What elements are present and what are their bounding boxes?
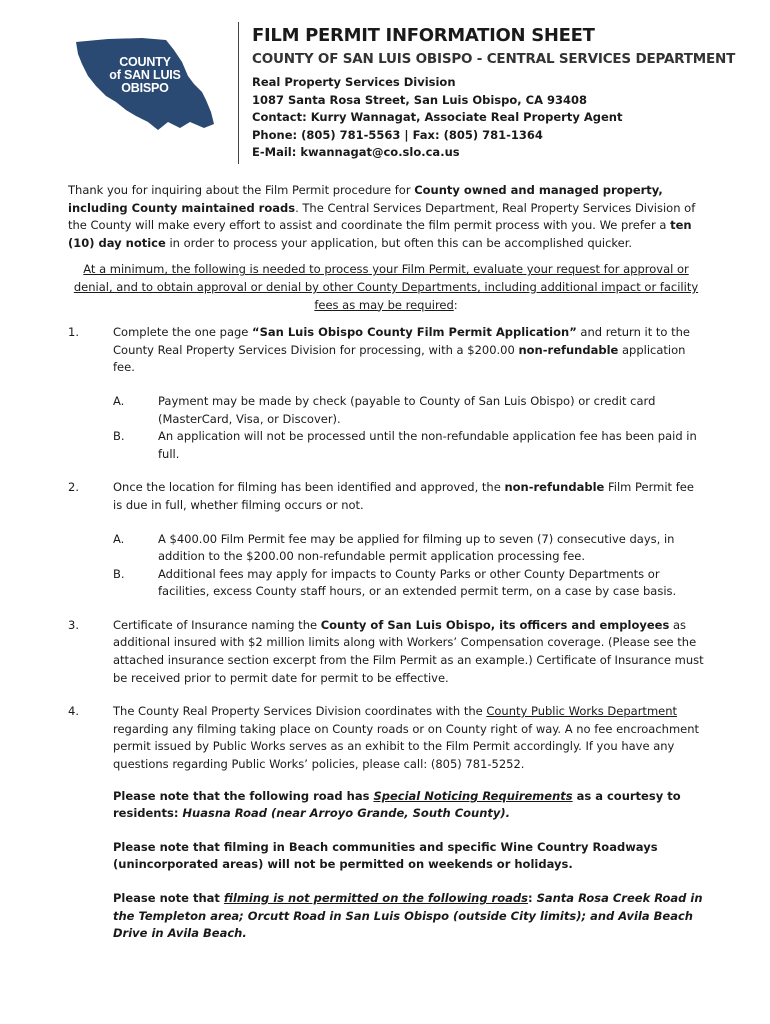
item-number: 4.	[68, 704, 79, 719]
note-special-noticing	[113, 788, 704, 823]
item-3-bold-1: County of San Luis Obispo, its officers and employees	[320, 617, 670, 632]
sub-item-label: B.	[113, 566, 125, 581]
note-3-underlined: filming is not permitted on the following roads	[223, 891, 528, 905]
sub-item-label: A.	[113, 531, 125, 546]
address: 1087 Santa Rosa Street, San Luis Obispo, CA 93408	[252, 92, 587, 107]
item-text	[113, 324, 704, 377]
sub-item-text: An application will not be processed until the non-refundable application fee has been paid in full.	[158, 429, 697, 461]
note-1-text-1: Please note that the following road has	[113, 788, 374, 803]
item-1-text-2: and return it to the County Real Property Services Division for processing, with a $200.00	[113, 325, 690, 357]
header-divider	[238, 22, 239, 164]
sub-item-text: Additional fees may apply for impacts to County Parks or other County Departments or facilities, excess County staff hours, or an extended permit term, on a case by case basis.	[158, 566, 677, 599]
note-3-text-1: Please note that	[113, 891, 224, 905]
email: E-Mail: kwannagat@co.slo.ca.us	[252, 145, 460, 160]
item-4-text-2: regarding any filming taking place on County roads or on County right of way. A no fee encroachment permit issued by Public Works serves as an exhibit to the Film Permit accordingly. If you have any questions regarding Public Works’ policies, please call: (805) 781-5252.	[113, 721, 700, 772]
requirements-intro-text: At a minimum, the following is needed to process your Film Permit, evaluate your request for approval or denial, and to obtain approval or denial by other County Departments, including additional impact or facility fees as may be required	[73, 262, 699, 312]
note-1-road: Huasna Road (near Arroyo Grande, South County).	[182, 806, 511, 821]
sub-item-text: A $400.00 Film Permit fee may be applied for filming up to seven (7) consecutive days, in addition to the $200.00 non-refundable permit application processing fee.	[158, 531, 675, 564]
item-1-bold-1: “San Luis Obispo County Film Permit Application”	[252, 325, 577, 340]
item-2-text-1: Once the location for filming has been identified and approved, the	[113, 480, 505, 495]
note-beach-wine: Please note that filming in Beach communities and specific Wine Country Roadways (unincorporated areas) will not be permitted on weekends or holidays.	[113, 839, 658, 872]
sub-item	[113, 428, 704, 463]
item-text	[113, 479, 704, 514]
intro-bold-1: County owned and managed property, including County maintained roads	[68, 183, 663, 215]
contact-person: Contact: Kurry Wannagat, Associate Real Property Agent	[252, 110, 623, 125]
intro-text-2: . The Central Services Department, Real Property Services Division of the County will make every effort to assist and coordinate the film permit process with you. We prefer a	[68, 200, 696, 233]
item-3-text-2: as additional insured with $2 million limits along with Workers’ Compensation coverage. (Please see the attached insurance section excerpt from the Film Permit as an example.) Certificate of Insurance must be received prior to permit date for permit to be effective.	[113, 617, 704, 685]
requirement-item-4	[68, 703, 704, 773]
public-works-link-text: County Public Works Department	[486, 704, 678, 719]
item-1-text-1: Complete the one page	[113, 325, 253, 340]
sub-item	[113, 531, 704, 566]
item-2-bold-1: non-refundable	[504, 480, 605, 495]
header-block	[252, 24, 752, 162]
requirement-item-2	[68, 479, 704, 601]
intro-text-3: in order to process your application, but often this can be accomplished quicker.	[165, 235, 633, 250]
sub-list	[113, 393, 704, 463]
note-3-colon: :	[527, 891, 537, 905]
page-title: FILM PERMIT INFORMATION SHEET	[252, 25, 595, 46]
item-number: 2.	[68, 480, 79, 495]
requirement-item-1	[68, 324, 704, 463]
item-number: 3.	[68, 617, 79, 632]
intro-text-1: Thank you for inquiring about the Film Permit procedure for	[68, 183, 415, 197]
item-text	[113, 617, 704, 687]
sub-item	[113, 566, 704, 601]
sub-list	[113, 531, 704, 601]
note-1-text-2: as a courtesy to residents:	[113, 788, 681, 821]
logo-text	[100, 56, 190, 95]
note-prohibited-roads	[113, 890, 704, 943]
item-3-text-1: Certificate of Insurance naming the	[113, 617, 321, 632]
document-body	[68, 182, 704, 959]
note-1-underlined: Special Noticing Requirements	[373, 788, 573, 803]
requirements-intro-colon: :	[453, 297, 458, 312]
requirement-item-3	[68, 617, 704, 687]
item-1-bold-2: non-refundable	[518, 342, 619, 357]
division-name: Real Property Services Division	[252, 75, 456, 89]
item-2-text-2: Film Permit fee is due in full, whether filming occurs or not.	[113, 480, 694, 512]
department-subtitle: COUNTY OF SAN LUIS OBISPO - CENTRAL SERVICES DEPARTMENT	[252, 51, 736, 67]
intro-bold-2: ten (10) day notice	[68, 218, 692, 250]
logo-line-3: OBISPO	[121, 81, 169, 95]
logo-line-1: COUNTY	[119, 55, 171, 69]
sub-item-text: Payment may be made by check (payable to County of San Luis Obispo) or credit card (MasterCard, Visa, or Discover).	[158, 393, 656, 426]
sub-item-label: A.	[113, 393, 125, 408]
item-text	[113, 703, 704, 773]
item-1-text-3: application fee.	[113, 342, 686, 375]
item-4-text-1: The County Real Property Services Division coordinates with the	[113, 704, 487, 719]
county-logo	[70, 36, 220, 136]
sub-item-label: B.	[113, 429, 125, 444]
notes-section	[113, 788, 704, 943]
sub-item	[113, 393, 704, 428]
phone-fax: Phone: (805) 781-5563 | Fax: (805) 781-1364	[252, 127, 543, 142]
requirements-intro	[68, 261, 704, 314]
note-3-roads: Santa Rosa Creek Road in the Templeton area; Orcutt Road in San Luis Obispo (outside City limits); and Avila Beach Drive in Avila Beach.	[113, 891, 703, 941]
item-number: 1.	[68, 325, 79, 340]
intro-paragraph	[68, 182, 704, 252]
logo-line-2: of SAN LUIS	[109, 68, 181, 82]
